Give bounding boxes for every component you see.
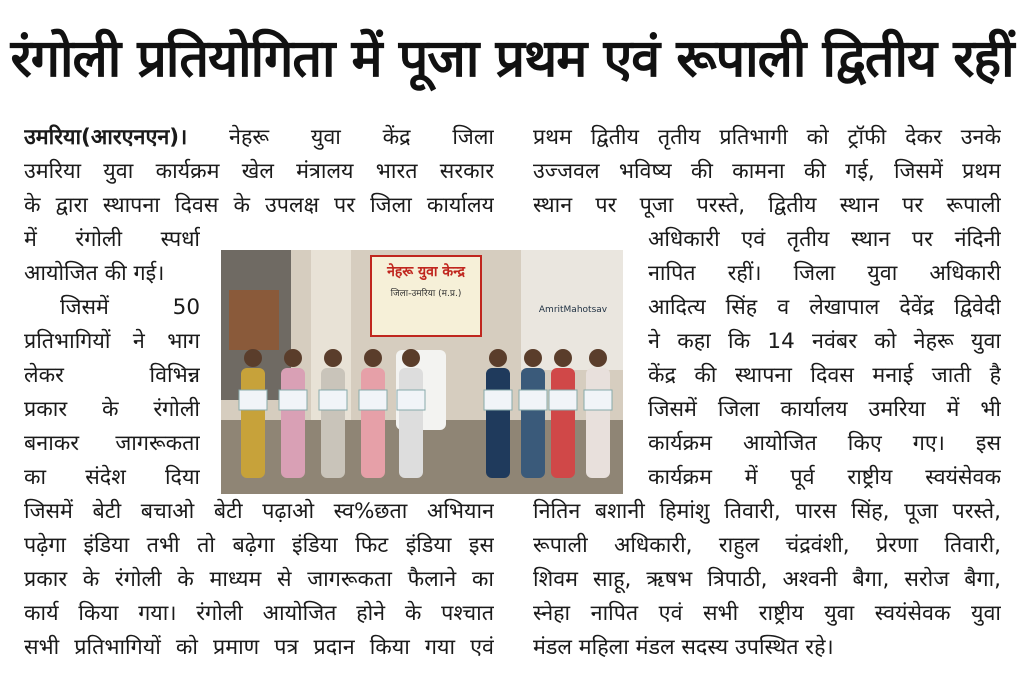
right-line-6: आदित्य सिंह व लेखापाल देवेंद्र द्विवेदी — [648, 295, 1001, 320]
left-line-13: पढ़ेगा इंडिया तभी तो बढ़ेगा इंडिया फिट इंडिया इस — [24, 533, 494, 558]
right-line-3: स्थान पर पूजा परस्ते, द्वितीय स्थान पर रूपाली — [533, 193, 1001, 218]
right-line-14: शिवम साहू, ऋषभ त्रिपाठी, अश्वनी बैगा, सरोज बैगा, — [533, 567, 1001, 592]
certificate — [549, 390, 577, 410]
certificate — [279, 390, 307, 410]
left-line-16: सभी प्रतिभागियों को प्रमाण पत्र प्रदान किया गया एवं — [24, 635, 494, 660]
certificate — [319, 390, 347, 410]
certificate — [584, 390, 612, 410]
left-line-15: कार्य किया गया। रंगोली आयोजित होने के पश्चात — [24, 601, 494, 626]
left-line-6: जिसमें 50 — [60, 295, 200, 320]
left-line-12: जिसमें बेटी बचाओ बेटी पढ़ाओ स्व%छता अभियान — [24, 499, 494, 524]
person-head — [402, 349, 420, 367]
right-line-4: अधिकारी एवं तृतीय स्थान पर नंदिनी — [648, 227, 1001, 252]
news-photo — [221, 250, 623, 494]
right-line-10: कार्यक्रम आयोजित किए गए। इस — [648, 431, 1001, 456]
right-line-12: नितिन बशानी हिमांशु तिवारी, पारस सिंह, पूजा परस्ते, — [533, 499, 1001, 524]
person-body — [486, 368, 510, 478]
photo-illustration — [221, 250, 623, 494]
banner-subtext: जिला-उमरिया (म.प्र.) — [390, 289, 462, 299]
certificate — [239, 390, 267, 410]
person-body — [361, 368, 385, 478]
banner-text: नेहरू युवा केन्द्र — [387, 264, 465, 280]
right-line-8: केंद्र की स्थापना दिवस मनाई जाती है — [648, 363, 1001, 388]
person-body — [281, 368, 305, 478]
right-line-9: जिसमें जिला कार्यालय उमरिया में भी — [648, 397, 1001, 422]
left-line-9: प्रकार के रंगोली — [24, 397, 200, 422]
window-grill — [229, 290, 279, 350]
right-line-15: स्नेहा नापित एवं सभी राष्ट्रीय युवा स्वयंसेवक युवा — [533, 601, 1001, 626]
left-line-1-text: नेहरू युवा केंद्र जिला — [229, 125, 494, 150]
person-head — [489, 349, 507, 367]
certificate — [359, 390, 387, 410]
person-body — [241, 368, 265, 478]
left-line-4: में रंगोली स्पर्धा — [24, 227, 200, 252]
left-line-2: उमरिया युवा कार्यक्रम खेल मंत्रालय भारत सरकार — [24, 159, 494, 184]
left-line-7: प्रतिभागियों ने भाग — [24, 329, 200, 354]
right-line-5: नापित रहीं। जिला युवा अधिकारी — [648, 261, 1001, 286]
certificate — [519, 390, 547, 410]
person-body — [586, 368, 610, 478]
left-line-8: लेकर विभिन्न — [24, 363, 200, 388]
side-sign-text: AmritMahotsav — [538, 305, 608, 315]
right-line-11: कार्यक्रम में पूर्व राष्ट्रीय स्वयंसेवक — [648, 465, 1001, 490]
person-body — [399, 368, 423, 478]
left-line-10: बनाकर जागरूकता — [24, 431, 200, 456]
person-body — [321, 368, 345, 478]
person-head — [324, 349, 342, 367]
person-head — [524, 349, 542, 367]
person-head — [244, 349, 262, 367]
person-head — [284, 349, 302, 367]
left-line-14: प्रकार के रंगोली के माध्यम से जागरूकता फैलाने का — [24, 567, 494, 592]
dateline: उमरिया(आरएनएन)। — [24, 125, 188, 150]
person-head — [554, 349, 572, 367]
certificate — [397, 390, 425, 410]
person-body — [551, 368, 575, 478]
right-line-1: प्रथम द्वितीय तृतीय प्रतिभागी को ट्रॉफी देकर उनके — [533, 125, 1001, 150]
right-line-2: उज्जवल भविष्य की कामना की गई, जिसमें प्रथम — [533, 159, 1001, 184]
right-line-16: मंडल महिला मंडल सदस्य उपस्थित रहे। — [533, 635, 834, 660]
left-line-3: के द्वारा स्थापना दिवस के उपलक्ष पर जिला कार्यालय — [24, 193, 494, 218]
left-line-11: का संदेश दिया — [24, 465, 200, 490]
headline: रंगोली प्रतियोगिता में पूजा प्रथम एवं रूपाली द्वितीय रहीं — [10, 28, 1014, 89]
person-head — [364, 349, 382, 367]
person-body — [521, 368, 545, 478]
person-head — [589, 349, 607, 367]
right-line-13: रूपाली अधिकारी, राहुल चंद्रवंशी, प्रेरणा तिवारी, — [533, 533, 1001, 558]
certificate — [484, 390, 512, 410]
left-line-1 — [24, 124, 494, 152]
right-line-7: ने कहा कि 14 नवंबर को नेहरू युवा — [648, 329, 1001, 354]
left-line-5: आयोजित की गई। — [24, 261, 165, 286]
